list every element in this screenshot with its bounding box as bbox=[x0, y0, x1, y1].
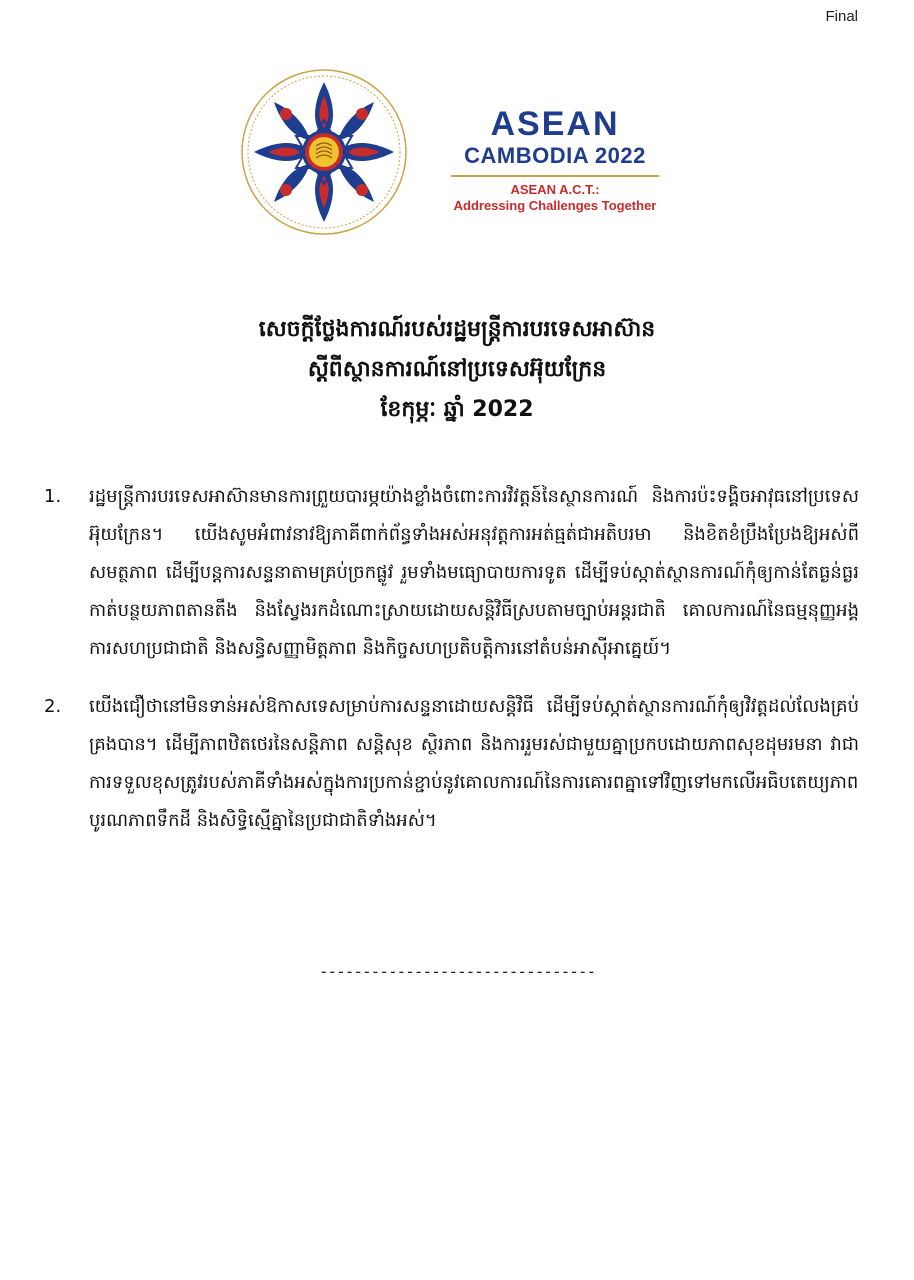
title-line-2: ស្តីពីស្ថានការណ៍នៅប្រទេសអ៊ុយក្រែន bbox=[307, 357, 607, 382]
title-line-3: ខែកុម្ភៈ ឆ្នាំ 2022 bbox=[380, 397, 534, 422]
paragraph-2 bbox=[44, 688, 859, 840]
asean-logo bbox=[240, 68, 680, 233]
brand-tagline-1: ASEAN A.C.T.: bbox=[510, 182, 600, 197]
end-divider: -------------------------------- bbox=[318, 962, 596, 981]
brand-divider bbox=[451, 175, 659, 177]
document-status-label: Final bbox=[825, 8, 858, 25]
asean-cambodia-emblem-icon bbox=[240, 68, 408, 236]
brand-subtitle: CAMBODIA 2022 bbox=[464, 143, 646, 168]
paragraph-text: យើងជឿថានៅមិនទាន់អស់ឱកាសទេសម្រាប់ការសន្ទនាដោយសន្តិវិធី ដើម្បីទប់ស្កាត់ស្ថានការណ៍កុំឲ្យវិវត្តដល់លែងគ្រប់គ្រងបាន។ ដើម្បីភាពឋិតថេរនៃសន្តិភាព សន្តិសុខ ស្ថិរភាព និងការរួមរស់ជាមួយគ្នាប្រកបដោយភាពសុខដុមរមនា វាជាការទទួលខុសត្រូវរបស់ភាគីទាំងអស់ក្នុងការប្រកាន់ខ្ជាប់នូវគោលការណ៍នៃការគោរពគ្នាទៅវិញទៅមកលើអធិបតេយ្យភាព បូរណភាពទឹកដី និងសិទ្ធិស្មើគ្នានៃប្រជាជាតិទាំងអស់។ bbox=[89, 696, 859, 831]
brand-title: ASEAN bbox=[490, 105, 620, 143]
paragraph-number: 2. bbox=[44, 696, 62, 717]
brand-block bbox=[445, 106, 665, 214]
brand-tagline-2: Addressing Challenges Together bbox=[453, 198, 657, 213]
paragraph-1 bbox=[44, 478, 859, 668]
title-line-1: សេចក្តីថ្លែងការណ៍របស់រដ្ឋមន្ត្រីការបរទេសអាស៊ាន bbox=[258, 317, 656, 342]
paragraph-number: 1. bbox=[44, 486, 62, 507]
statement-body bbox=[44, 478, 859, 860]
document-title bbox=[0, 310, 914, 430]
paragraph-text: រដ្ឋមន្ត្រីការបរទេសអាស៊ានមានការព្រួយបារម្ភយ៉ាងខ្លាំងចំពោះការវិវត្តន៍នៃស្ថានការណ៍ និងការប៉ះទង្គិចអាវុធនៅប្រទេសអ៊ុយក្រែន។ យើងសូមអំពាវនាវឱ្យភាគីពាក់ព័ន្ធទាំងអស់អនុវត្តការអត់ធ្មត់ជាអតិបរមា និងខិតខំប្រឹងប្រែងឱ្យអស់ពីសមត្ថភាព ដើម្បីបន្តការសន្ទនាតាមគ្រប់ច្រកផ្លូវ រួមទាំងមធ្យោបាយការទូត ដើម្បីទប់ស្កាត់ស្ថានការណ៍កុំឲ្យកាន់តែធ្ងន់ធ្ងរ កាត់បន្ថយភាពតានតឹង និងស្វែងរកដំណោះស្រាយដោយសន្តិវិធីស្របតាមច្បាប់អន្តរជាតិ គោលការណ៍នៃធម្មនុញ្ញអង្គការសហប្រជាជាតិ និងសន្ធិសញ្ញាមិត្តភាព និងកិច្ចសហប្រតិបត្តិការនៅតំបន់អាស៊ីអាគ្នេយ៍។ bbox=[89, 486, 859, 659]
